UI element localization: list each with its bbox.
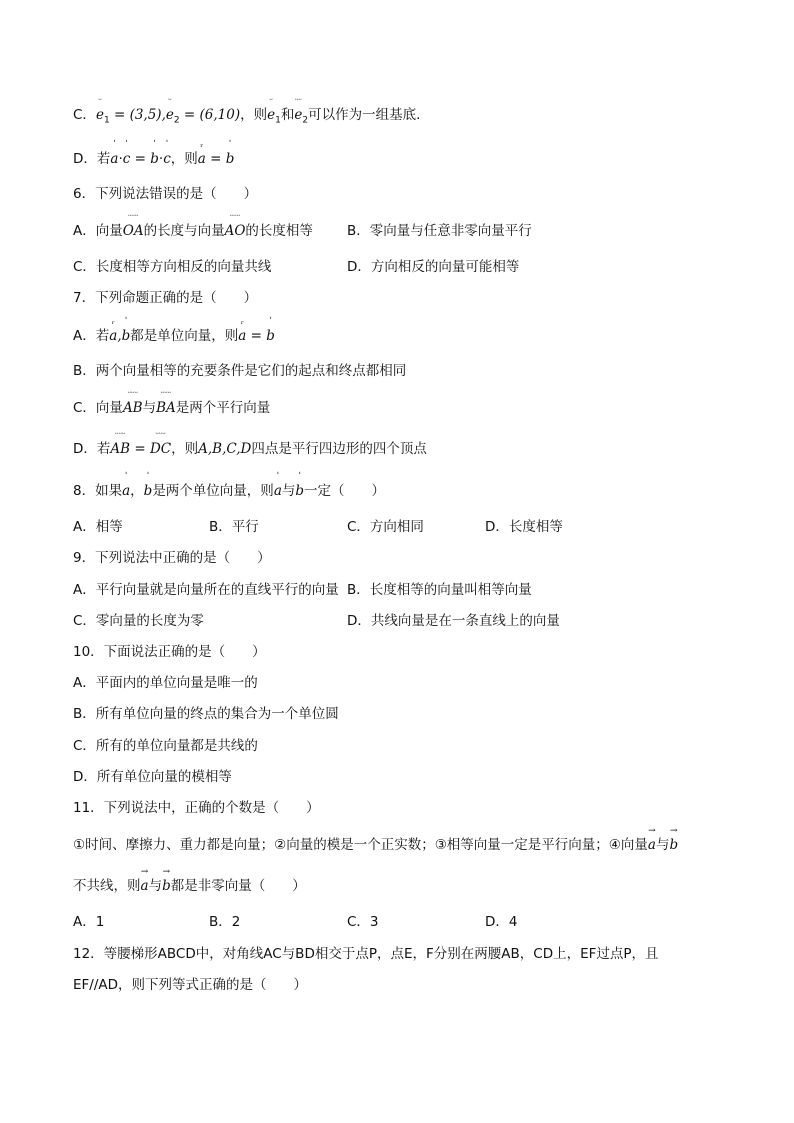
q7-option-d: D．若 ᵕᵕᵕ AB = ᵕᵕᵕ DC，则A,B,C,D四点是平行四边形的四个顶点 [73, 430, 427, 457]
q10-stem: 10．下面说法正确的是（ ） [73, 644, 266, 660]
q6-option-c: C．长度相等方向相反的向量共线 [73, 259, 272, 275]
q11-option-c: C．3 [347, 914, 379, 930]
q7-option-c: C．向量 ᵕᵕᵕ AB与 ᵕᵕᵕ BA是两个平行向量 [73, 389, 271, 416]
q7-option-a: A．若 ᵣ a, ˈ b都是单位向量，则 ᵣ a = ˈ b [73, 317, 275, 344]
q5-option-c: C． ᵕ $e_1 = (3,5)$, ᵕ $e_2 = (6,10)$，则 ᵕ $e_1$和 ᵕᵕ $e_2$可以作为一组基底. [73, 96, 421, 126]
q8-option-b: B．平行 [209, 519, 259, 535]
q11-option-d: D．4 [485, 914, 518, 930]
q8-option-a: A．相等 [73, 519, 123, 535]
q7-option-b: B．两个向量相等的充要条件是它们的起点和终点都相同 [73, 363, 407, 379]
q5-option-d: D．若 ˈ a· ˈ c = ˈ b· ˈ c，则 ᵣ a = ˈ b [73, 140, 235, 167]
q11-statements-line2: 不共线，则 → a与 → b都是非零向量（ ） [73, 867, 306, 894]
q10-option-c: C．所有的单位向量都是共线的 [73, 738, 258, 754]
q6-stem: 6．下列说法错误的是（ ） [73, 186, 258, 202]
q12-stem-line1: 12．等腰梯形ABCD中，对角线AC与BD相交于点P，点E，F分别在两腰AB，CD上，EF过点P，且 [73, 946, 659, 962]
q11-stem: 11．下列说法中，正确的个数是（ ） [73, 800, 320, 816]
q7-stem: 7．下列命题正确的是（ ） [73, 290, 258, 306]
q12-stem-line2: EF//AD，则下列等式正确的是（ ） [73, 977, 308, 993]
q8-option-d: D．长度相等 [485, 519, 563, 535]
q11-statements-line1: ①时间、摩擦力、重力都是向量；②向量的模是一个正实数；③相等向量一定是平行向量；④向量 → a与 → b [73, 826, 679, 853]
q9-stem: 9．下列说法中正确的是（ ） [73, 550, 271, 566]
q9-option-c: C．零向量的长度为零 [73, 613, 204, 629]
q9-option-a: A．平行向量就是向量所在的直线平行的向量 [73, 582, 339, 598]
q11-option-a: A．1 [73, 914, 105, 930]
q11-option-b: B．2 [209, 914, 241, 930]
q9-option-b: B．长度相等的向量叫相等向量 [347, 582, 532, 598]
q6-option-a: A．向量 ᵕᵕᵕ OA的长度与向量 ᵕᵕᵕ AO的长度相等 [73, 212, 313, 239]
q10-option-b: B．所有单位向量的终点的集合为一个单位圆 [73, 706, 339, 722]
q10-option-d: D．所有单位向量的模相等 [73, 769, 232, 785]
q9-option-d: D．共线向量是在一条直线上的向量 [347, 613, 560, 629]
q6-option-b: B．零向量与任意非零向量平行 [347, 223, 532, 239]
q10-option-a: A．平面内的单位向量是唯一的 [73, 675, 258, 691]
q8-stem: 8．如果 ˈ a， ˈ b是两个单位向量，则 ˈ a与 ˈ b一定（ ） [73, 472, 386, 499]
q8-option-c: C．方向相同 [347, 519, 424, 535]
q6-option-d: D．方向相反的向量可能相等 [347, 259, 520, 275]
